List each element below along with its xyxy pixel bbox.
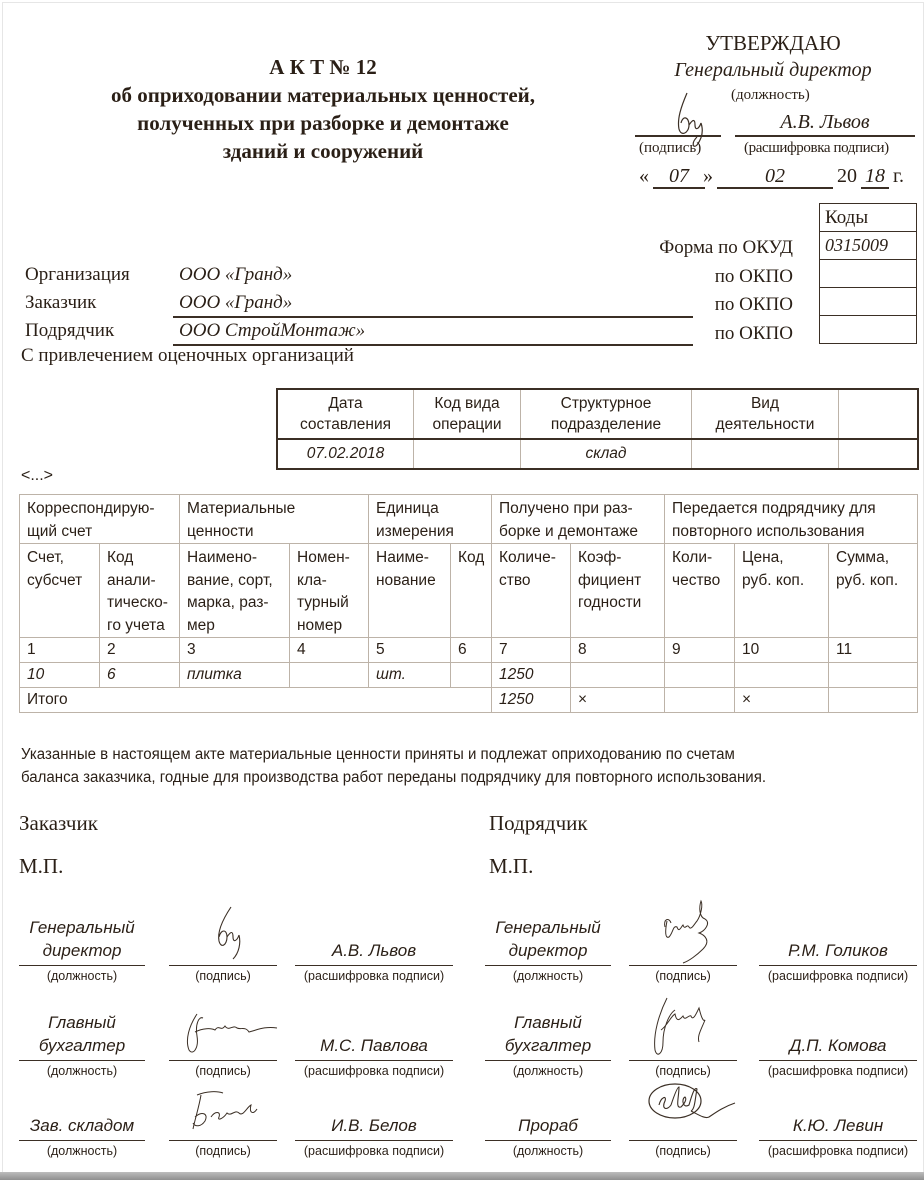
customer-signer-1-position: Генеральный директор (должность)	[19, 913, 145, 966]
okpo-label: по ОКПО	[714, 294, 793, 315]
column-number: 8	[571, 638, 665, 663]
appraisal-label: С привлечением оценочных организаций	[21, 345, 354, 366]
column-numbers-row	[20, 638, 918, 663]
contractor-signer-2-position: Главный бухгалтер (должность)	[485, 1008, 611, 1061]
table-row	[20, 663, 918, 688]
title-line: полученных при разборке и демонтаже	[137, 111, 509, 135]
cell-unit-code	[451, 663, 492, 688]
omission-mark: <...>	[21, 467, 54, 484]
header-analytic-code: Код анали- тическо- го учета	[100, 544, 180, 638]
approver-position: Генеральный директор	[674, 59, 872, 81]
signature-image	[657, 897, 717, 965]
document-page	[2, 2, 924, 1173]
customer-signer-3-signature: (подпись)	[169, 1103, 277, 1141]
group-header-unit: Единица измерения	[369, 495, 492, 544]
page-shadow	[0, 1172, 924, 1180]
organization-label: Организация	[25, 264, 130, 285]
year-prefix: 20	[837, 165, 857, 187]
activity-value	[692, 439, 839, 469]
title-line: об оприходовании материальных ценностей,	[111, 83, 535, 107]
contractor-signer-1-position: Генеральный директор (должность)	[485, 913, 611, 966]
date-month: 02	[765, 165, 785, 187]
column-number: 6	[451, 638, 492, 663]
approval-block	[623, 3, 924, 203]
department-value: склад	[521, 439, 692, 469]
empty-value	[839, 439, 919, 469]
signature-image	[205, 905, 245, 963]
date-close-quote: »	[703, 165, 713, 187]
name-caption: (расшифровка подписи)	[744, 140, 889, 156]
cell-material-name: плитка	[180, 663, 290, 688]
cell-sum	[829, 663, 918, 688]
contractor-signer-3-name: К.Ю. Левин (расшифровка подписи)	[759, 1103, 917, 1141]
customer-title: Заказчик	[19, 811, 98, 835]
contractor-title: Подрядчик	[489, 811, 588, 835]
customer-signer-2-signature: (подпись)	[169, 1008, 277, 1061]
date-day: 07	[669, 165, 689, 187]
organization-value: ООО «Гранд»	[179, 264, 293, 285]
column-number: 7	[492, 638, 571, 663]
contractor-value: ООО СтройМонтаж»	[179, 320, 366, 341]
cell-account: 10	[20, 663, 100, 688]
header-operation-code: Код вида операции	[414, 389, 521, 439]
day-line	[653, 187, 705, 189]
cell-quantity: 1250	[492, 663, 571, 688]
header-transfer-quantity: Коли- чество	[665, 544, 735, 638]
header-unit-code: Код	[451, 544, 492, 638]
materials-table	[19, 494, 918, 713]
year-unit: г.	[893, 165, 904, 187]
header-department: Структурное подразделение	[521, 389, 692, 439]
total-transfer-quantity	[665, 688, 735, 713]
act-number: А К Т № 12	[269, 55, 377, 79]
okpo-label: по ОКПО	[714, 322, 793, 344]
header-nomenclature-number: Номен- кла- турный номер	[290, 544, 369, 638]
column-number: 5	[369, 638, 451, 663]
total-quantity: 1250	[492, 688, 571, 713]
title-line: зданий и сооружений	[222, 139, 424, 163]
column-number: 1	[20, 638, 100, 663]
okpo-label: по ОКПО	[714, 265, 793, 287]
column-number: 10	[735, 638, 829, 663]
approver-name: А.В. Львов	[780, 111, 870, 133]
code-okud: 0315009	[820, 232, 916, 260]
total-label: Итого	[20, 688, 492, 713]
customer-signer-3-name: И.В. Белов (расшифровка подписи)	[295, 1103, 453, 1141]
column-number: 4	[290, 638, 369, 663]
contractor-stamp: М.П.	[489, 854, 534, 878]
signature-image	[645, 1079, 737, 1129]
total-sum	[829, 688, 918, 713]
year-suffix: 18	[865, 165, 885, 187]
contractor-signer-1-signature: (подпись)	[629, 913, 737, 966]
code-okpo-contractor	[820, 316, 916, 344]
customer-value: ООО «Гранд»	[179, 292, 293, 313]
cell-transfer-quantity	[665, 663, 735, 688]
total-coefficient: ×	[571, 688, 665, 713]
document-meta-table	[276, 388, 919, 470]
header-coefficient: Коэф- фициент годности	[571, 544, 665, 638]
signature-image	[187, 1087, 267, 1133]
contractor-signer-1-name: Р.М. Голиков (расшифровка подписи)	[759, 913, 917, 966]
contractor-label: Подрядчик	[25, 320, 115, 341]
group-header-materials: Материальные ценности	[180, 495, 369, 544]
customer-signer-3-position: Зав. складом (должность)	[19, 1103, 145, 1141]
date-open-quote: «	[639, 165, 649, 187]
header-activity: Вид деятельности	[692, 389, 839, 439]
signature-image	[647, 994, 717, 1060]
contractor-signer-2-signature: (подпись)	[629, 1008, 737, 1061]
codes-header: Коды	[820, 204, 916, 232]
header-account: Счет, субсчет	[20, 544, 100, 638]
year-line	[861, 187, 889, 189]
header-quantity: Количе- ство	[492, 544, 571, 638]
customer-signer-2-name: М.С. Павлова (расшифровка подписи)	[295, 1008, 453, 1061]
signature-line	[635, 135, 721, 137]
header-sum: Сумма, руб. коп.	[829, 544, 918, 638]
total-price: ×	[735, 688, 829, 713]
code-okpo-customer	[820, 288, 916, 316]
column-number: 11	[829, 638, 918, 663]
cell-nomenclature-number	[290, 663, 369, 688]
cell-price	[735, 663, 829, 688]
header-unit-name: Наиме- нование	[369, 544, 451, 638]
header-date: Дата составления	[277, 389, 414, 439]
column-number: 9	[665, 638, 735, 663]
okud-label: Форма по ОКУД	[659, 237, 793, 258]
position-caption: (должность)	[731, 87, 810, 103]
name-line	[735, 135, 915, 137]
code-okpo-org	[820, 260, 916, 288]
date-value: 07.02.2018	[306, 445, 385, 462]
header-price: Цена, руб. коп.	[735, 544, 829, 638]
signature-image	[181, 1010, 281, 1056]
approval-heading: УТВЕРЖДАЮ	[705, 31, 841, 55]
month-line	[717, 187, 833, 189]
customer-label: Заказчик	[25, 292, 97, 313]
customer-signer-1-name: А.В. Львов (расшифровка подписи)	[295, 913, 453, 966]
group-header-transfer: Передается подрядчику для повторного использования	[665, 495, 918, 544]
customer-stamp: М.П.	[19, 854, 64, 878]
group-header-account: Корреспондирую- щий счет	[20, 495, 180, 544]
total-row	[20, 688, 918, 713]
group-header-received: Получено при раз- борке и демонтаже	[492, 495, 665, 544]
contractor-signer-3-position: Прораб (должность)	[485, 1103, 611, 1141]
cell-coefficient	[571, 663, 665, 688]
contractor-signer-3-signature: (подпись)	[629, 1103, 737, 1141]
column-number: 2	[100, 638, 180, 663]
customer-signer-1-signature: (подпись)	[169, 913, 277, 966]
codes-labels	[563, 234, 793, 348]
codes-box	[819, 203, 917, 344]
operation-code-value	[414, 439, 521, 469]
header-material-name: Наимено- вание, сорт, марка, раз- мер	[180, 544, 290, 638]
customer-signer-2-position: Главный бухгалтер (должность)	[19, 1008, 145, 1061]
column-number: 3	[180, 638, 290, 663]
contractor-signer-2-name: Д.П. Комова (расшифровка подписи)	[759, 1008, 917, 1061]
acceptance-statement: Указанные в настоящем акте материальные ценности приняты и подлежат оприходованию по счетам баланса заказчика, годные для производства работ переданы подрядчику для повторного использования.	[21, 746, 767, 786]
signature-caption: (подпись)	[639, 140, 702, 156]
document-title	[43, 53, 603, 165]
header-empty	[839, 389, 919, 439]
cell-unit-name: шт.	[369, 663, 451, 688]
cell-analytic-code: 6	[100, 663, 180, 688]
